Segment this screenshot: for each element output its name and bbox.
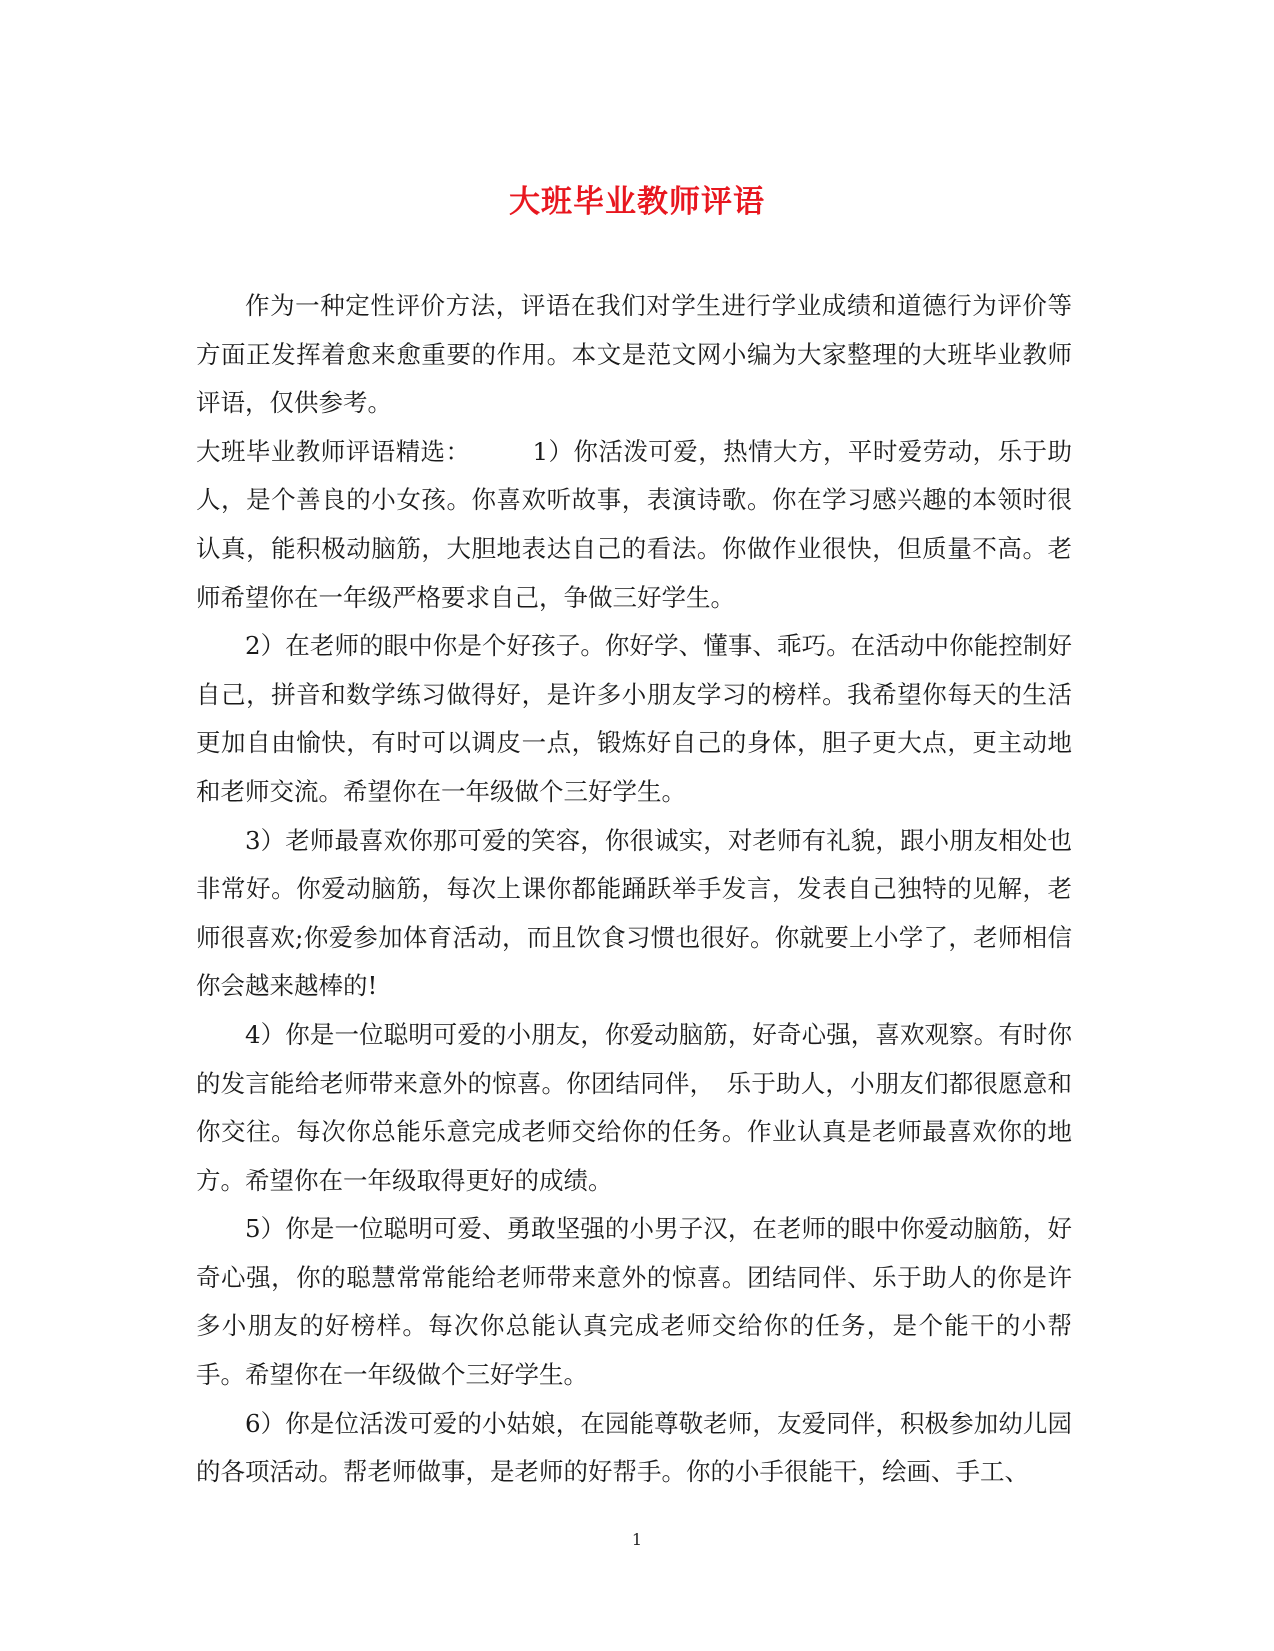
document-title: 大班毕业教师评语 [509,184,765,220]
document-body [196,282,1072,1497]
comment-paragraph-6: 6）你是位活泼可爱的小姑娘，在园能尊敬老师，友爱同伴，积极参加幼儿园的各项活动。帮老师做事，是老师的好帮手。你的小手很能干，绘画、手工、 [196,1408,1072,1487]
comment-paragraph-3: 3）老师最喜欢你那可爱的笑容，你很诚实，对老师有礼貌，跟小朋友相处也非常好。你爱动脑筋，每次上课你都能踊跃举手发言，发表自己独特的见解，老师很喜欢;你爱参加体育活动，而且饮食习惯也很好。你就要上小学了，老师相信你会越来越棒的! [196,825,1072,1001]
comment-paragraph-2: 2）在老师的眼中你是个好孩子。你好学、懂事、乖巧。在活动中你能控制好自己，拼音和数学练习做得好，是许多小朋友学习的榜样。我希望你每天的生活更加自由愉快，有时可以调皮一点，锻炼好自己的身体，胆子更大点，更主动地和老师交流。希望你在一年级做个三好学生。 [196,631,1072,806]
comment-paragraph-4: 4）你是一位聪明可爱的小朋友，你爱动脑筋，好奇心强，喜欢观察。有时你的发言能给老师带来意外的惊喜。你团结同伴， 乐于助人，小朋友们都很愿意和你交往。每次你总能乐意完成老师交给你的任务。作业认真是老师最喜欢你的地方。希望你在一年级取得更好的成绩。 [196,1019,1072,1195]
selection-label: 大班毕业教师评语精选： [196,436,471,466]
selection-paragraph [196,428,1072,622]
comment-paragraph-5: 5）你是一位聪明可爱、勇敢坚强的小男子汉，在老师的眼中你爱动脑筋，好奇心强，你的聪慧常常能给老师带来意外的惊喜。团结同伴、乐于助人的你是许多小朋友的好榜样。每次你总能认真完成老师交给你的任务，是个能干的小帮手。希望你在一年级做个三好学生。 [196,1214,1072,1390]
page-number: 1 [631,1530,643,1549]
comment-paragraph-1: 1）你活泼可爱，热情大方，平时爱劳动，乐于助人，是个善良的小女孩。你喜欢听故事，表演诗歌。你在学习感兴趣的本领时很认真，能积极动脑筋，大胆地表达自己的看法。你做作业很快，但质量不高。老师希望你在一年级严格要求自己，争做三好学生。 [196,436,1072,612]
intro-paragraph: 作为一种定性评价方法，评语在我们对学生进行学业成绩和道德行为评价等方面正发挥着愈来愈重要的作用。本文是范文网小编为大家整理的大班毕业教师评语，仅供参考。 [196,291,1072,418]
